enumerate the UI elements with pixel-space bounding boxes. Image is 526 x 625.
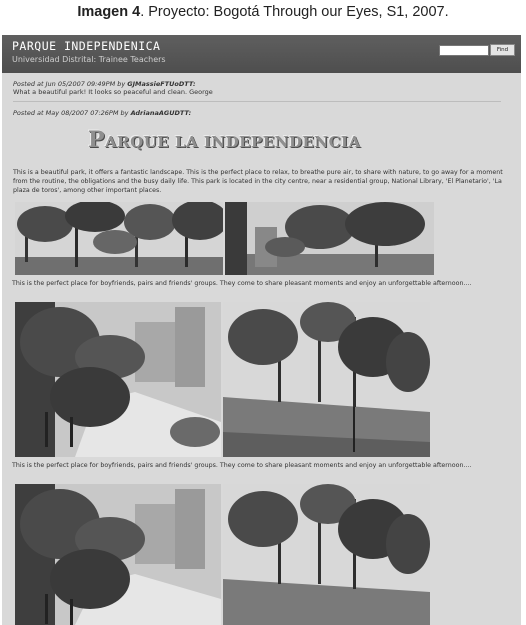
blog-header bbox=[2, 35, 521, 73]
search-input[interactable] bbox=[439, 45, 489, 56]
post-paragraph-3: This is the perfect place for boyfriends, pairs and friends' groups. They come to share pleasant moments and enjoy an unforgettable afternoon.... bbox=[12, 462, 472, 469]
park-lawn-photo-1 bbox=[223, 302, 430, 457]
comment-meta-prefix: Posted at Jun 05/2007 09:49PM by bbox=[13, 80, 128, 88]
park-trees-photo-2 bbox=[225, 202, 434, 275]
park-lawn-photo-2 bbox=[223, 484, 430, 625]
post-author[interactable]: AdrianaAGUDTT: bbox=[130, 109, 192, 117]
blog-title[interactable]: PARQUE INDEPENDENICA bbox=[12, 39, 161, 53]
comment-text: What a beautiful park! It looks so peaceful and clean. George bbox=[13, 88, 213, 96]
park-path-photo-1 bbox=[15, 302, 221, 457]
post-title-word: ARQUE bbox=[105, 133, 175, 151]
comment-meta bbox=[13, 80, 196, 88]
blog-subtitle: Universidad Distrital: Trainee Teachers bbox=[12, 55, 166, 64]
figure-caption bbox=[0, 4, 526, 20]
caption-text: . Proyecto: Bogotá Through our Eyes, S1, 2007. bbox=[140, 4, 449, 20]
browser-page bbox=[2, 35, 521, 625]
comment-author[interactable]: GJMassieFTUoDTT: bbox=[127, 80, 196, 88]
post-meta bbox=[13, 109, 191, 117]
park-trees-photo-1 bbox=[15, 202, 223, 275]
find-button[interactable]: Find bbox=[490, 44, 515, 56]
post-meta-prefix: Posted at May 08/2007 07:26PM by bbox=[13, 109, 131, 117]
post-title-initial: P bbox=[88, 127, 106, 153]
park-path-photo-2 bbox=[15, 484, 221, 625]
caption-label: Imagen 4 bbox=[77, 4, 141, 20]
post-paragraph-2: This is the perfect place for boyfriends, pairs and friends' groups. They come to share pleasant moments and enjoy an unforgettable afternoon.... bbox=[12, 280, 472, 287]
post-paragraph-1: This is a beautiful park, it offers a fantastic landscape. This is the perfect place to relax, to breathe pure air, to share with nature, to go away for a moment from the routine, the obligations and the busy daily life. This park is located in the city centre, near a residential group, National Library, 'El Planetario', 'La plaza de toros', among other important places. bbox=[13, 169, 503, 194]
post-title bbox=[88, 127, 361, 153]
post-title-rest: LA INDEPENDENCIA bbox=[174, 133, 361, 151]
divider bbox=[13, 101, 501, 102]
